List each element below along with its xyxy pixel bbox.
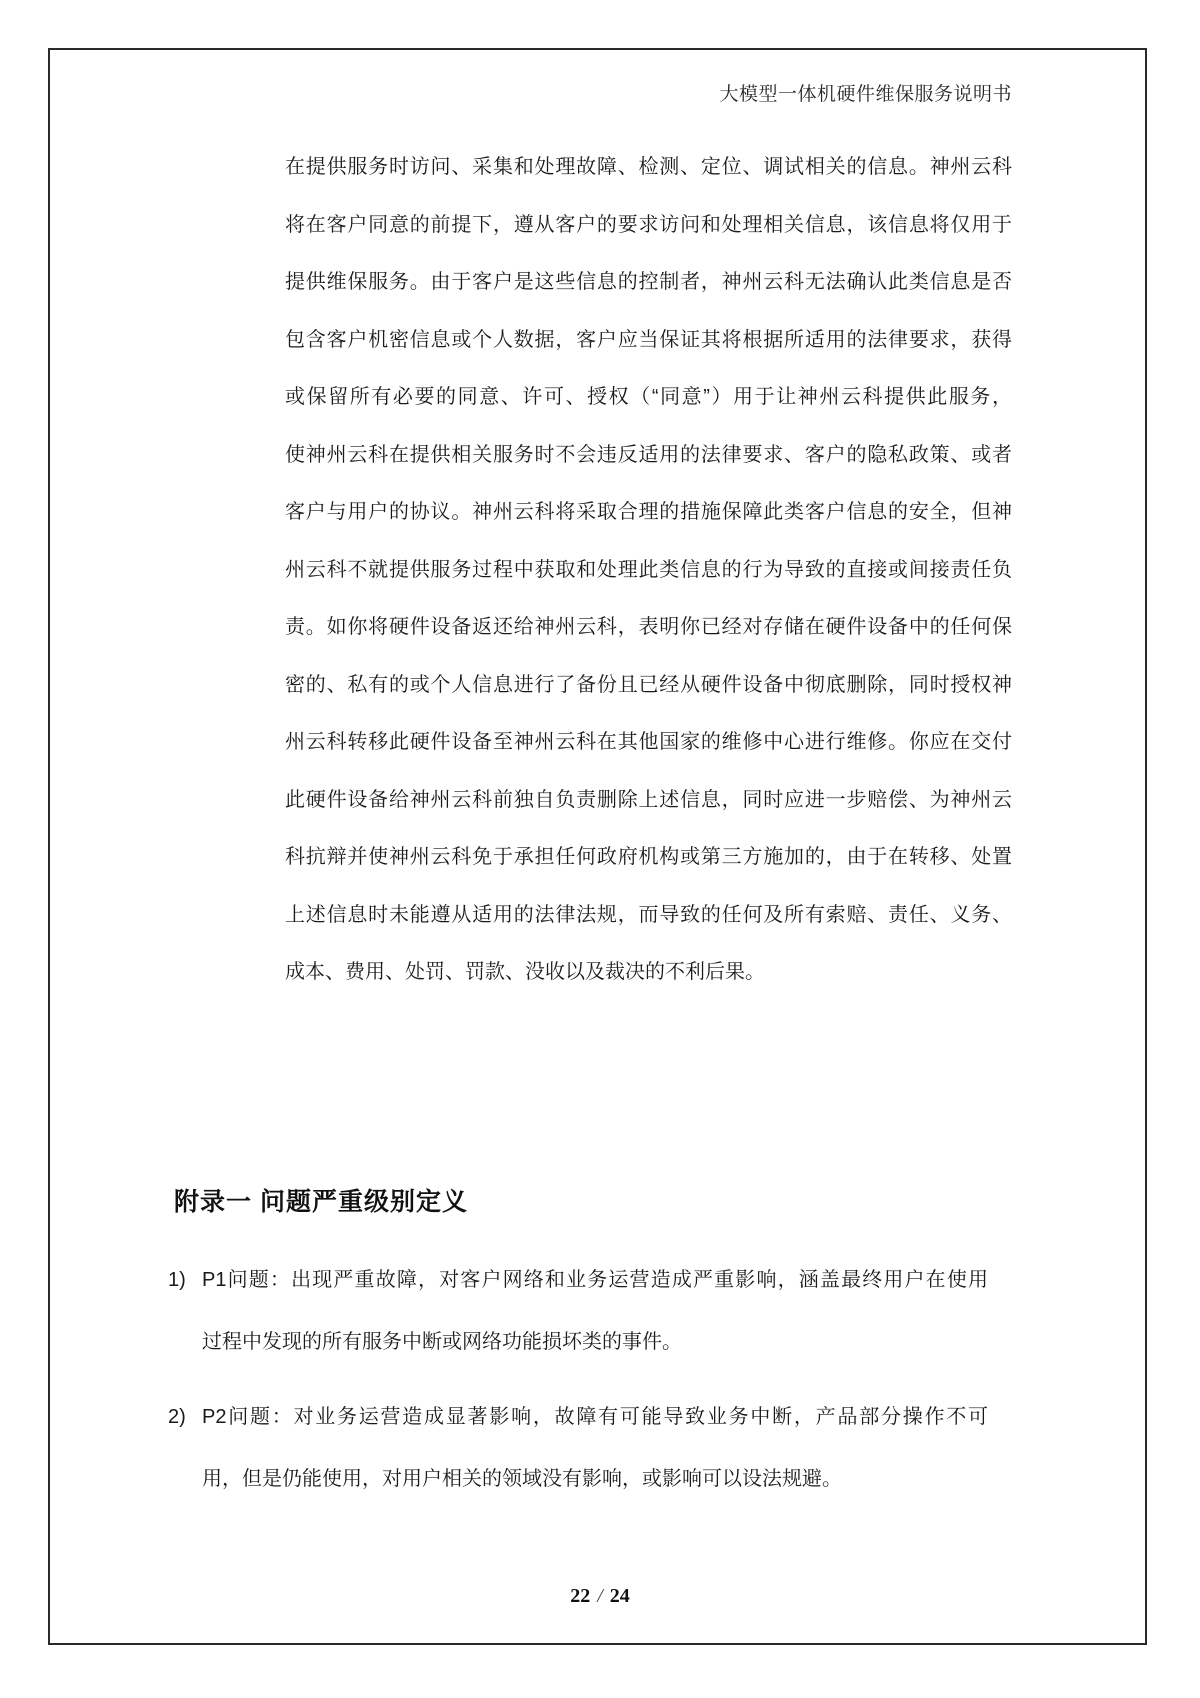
list-item-number: 1) xyxy=(168,1269,186,1291)
list-item-line: P1问题：出现严重故障，对客户网络和业务运营造成严重影响，涵盖最终用户在使用 xyxy=(202,1269,988,1291)
paragraph-line: 州云科转移此硬件设备至神州云科在其他国家的维修中心进行维修。你应在交付 xyxy=(285,731,1012,753)
severity-definition-list xyxy=(168,1249,988,1510)
paragraph-line: 此硬件设备给神州云科前独自负责删除上述信息，同时应进一步赔偿、为神州云 xyxy=(285,788,1012,811)
paragraph-line: 密的、私有的或个人信息进行了备份且已经从硬件设备中彻底删除，同时授权神 xyxy=(285,673,1012,696)
appendix-heading: 附录一 问题严重级别定义 xyxy=(174,1188,468,1216)
page-number-separator: / xyxy=(597,1585,603,1607)
list-item-line: 过程中发现的所有服务中断或网络功能损坏类的事件。 xyxy=(202,1331,682,1353)
current-page-number: 22 xyxy=(570,1585,591,1607)
list-item xyxy=(168,1386,988,1510)
paragraph-line: 或保留所有必要的同意、许可、授权（“同意”）用于让神州云科提供此服务， xyxy=(285,386,1012,408)
paragraph-line: 提供维保服务。由于客户是这些信息的控制者，神州云科无法确认此类信息是否 xyxy=(285,271,1012,293)
document-header-title: 大模型一体机硬件维保服务说明书 xyxy=(719,84,1012,105)
paragraph-line: 州云科不就提供服务过程中获取和处理此类信息的行为导致的直接或间接责任负 xyxy=(285,558,1012,581)
list-item-line: 用，但是仍能使用，对用户相关的领域没有影响，或影响可以设法规避。 xyxy=(202,1468,842,1490)
list-item xyxy=(168,1249,988,1373)
paragraph-line: 使神州云科在提供相关服务时不会违反适用的法律要求、客户的隐私政策、或者 xyxy=(285,443,1012,466)
paragraph-line: 将在客户同意的前提下，遵从客户的要求访问和处理相关信息，该信息将仅用于 xyxy=(285,213,1012,236)
list-item-line: P2问题：对业务运营造成显著影响，故障有可能导致业务中断，产品部分操作不可 xyxy=(202,1406,988,1428)
page-footer xyxy=(0,1583,1200,1609)
paragraph-line: 责。如你将硬件设备返还给神州云科，表明你已经对存储在硬件设备中的任何保 xyxy=(285,616,1012,638)
list-item-text xyxy=(202,1386,988,1510)
paragraph-line: 科抗辩并使神州云科免于承担任何政府机构或第三方施加的，由于在转移、处置 xyxy=(285,846,1012,868)
body-paragraph xyxy=(285,139,1012,1002)
total-page-count: 24 xyxy=(609,1585,630,1607)
paragraph-line: 包含客户机密信息或个人数据，客户应当保证其将根据所适用的法律要求，获得 xyxy=(285,328,1012,351)
paragraph-line: 在提供服务时访问、采集和处理故障、检测、定位、调试相关的信息。神州云科 xyxy=(285,156,1012,178)
paragraph-line: 成本、费用、处罚、罚款、没收以及裁决的不利后果。 xyxy=(285,961,765,983)
paragraph-line: 上述信息时未能遵从适用的法律法规，而导致的任何及所有索赔、责任、义务、 xyxy=(285,903,1012,926)
list-item-number: 2) xyxy=(168,1406,186,1428)
paragraph-line: 客户与用户的协议。神州云科将采取合理的措施保障此类客户信息的安全，但神 xyxy=(285,501,1012,523)
list-item-text xyxy=(202,1249,988,1373)
